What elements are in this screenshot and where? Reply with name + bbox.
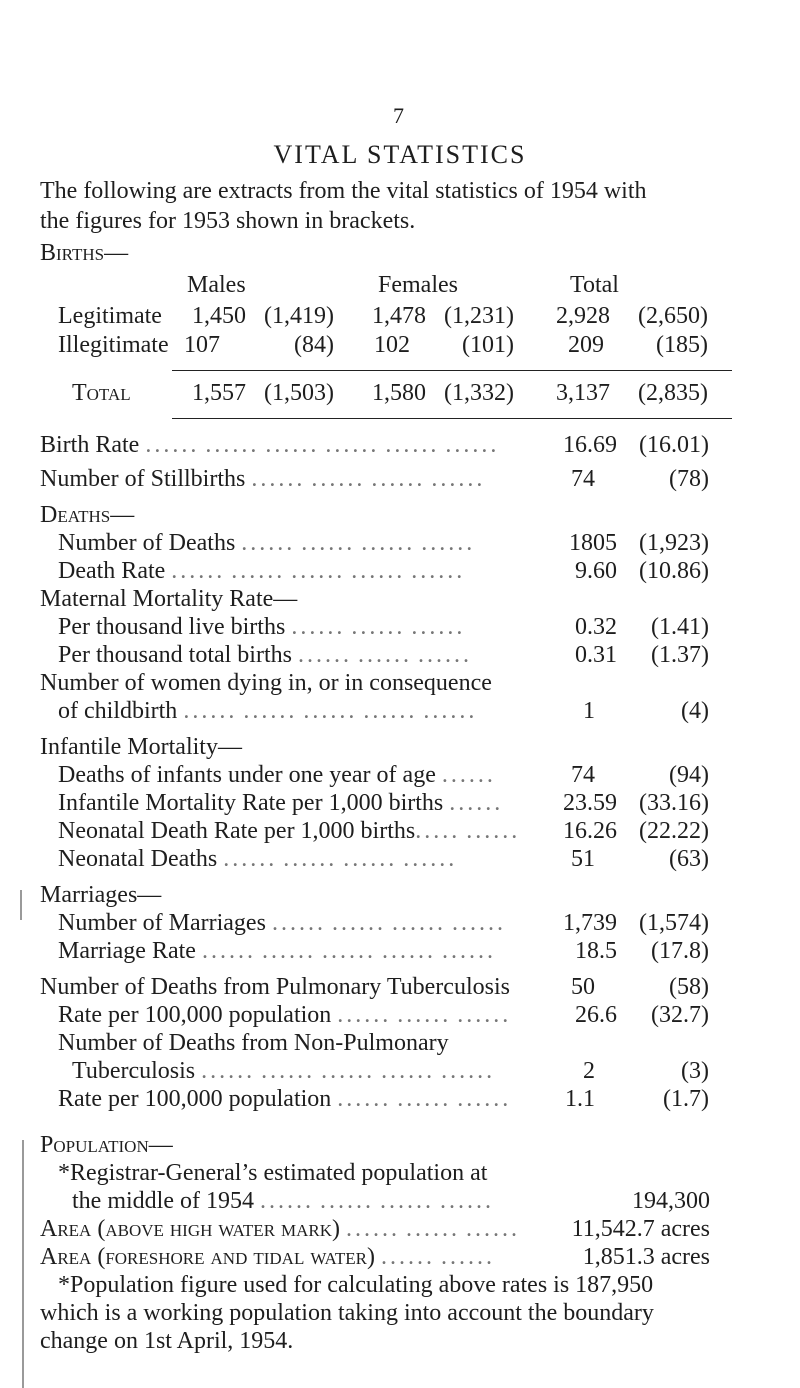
page-title: VITAL STATISTICS [273,140,527,169]
list-item: Rate per 100,000 population ...... ...... ...... [58,1086,512,1112]
section-heading: Deaths— [40,502,135,528]
stat-prev: (32.7) [651,1002,709,1028]
list-item: Birth Rate ...... ...... ...... ...... ...... ...... [40,432,500,458]
stat-value: 1 [583,698,595,724]
list-item: Neonatal Death Rate per 1,000 births..... ...... [58,818,521,844]
list-item-label: Number of Deaths from Pulmonary Tuberculosis [40,974,510,1000]
margin-mark [20,890,22,920]
total-value: 209 [568,332,604,358]
list-item-label: Number of women dying in, or in consequence [40,670,492,696]
list-item: Per thousand live births ...... ...... ...... [58,614,466,640]
females-value: 1,580 [372,380,426,406]
stat-value: 0.31 [575,642,617,668]
females-prev: (1,332) [444,380,514,406]
stat-prev: (4) [681,698,709,724]
footnote-line-3: change on 1st April, 1954. [40,1328,294,1354]
stat-prev: (3) [681,1058,709,1084]
males-prev: (1,503) [264,380,334,406]
stat-prev: (1.37) [651,642,709,668]
stat-value: 74 [571,762,595,788]
footnote-line-1: *Population figure used for calculating above rates is 187,950 [58,1272,654,1298]
list-item: of childbirth ...... ...... ...... ...... ...... [58,698,478,724]
stat-value: 9.60 [575,558,617,584]
list-item: Tuberculosis ...... ...... ...... ...... ...... [72,1058,496,1084]
stat-prev: (1.7) [663,1086,709,1112]
total-prev: (185) [656,332,708,358]
total-prev: (2,835) [638,380,708,406]
stat-value: 18.5 [575,938,617,964]
stat-prev: (58) [669,974,709,1000]
stat-prev: (10.86) [639,558,709,584]
col-header-females: Females [378,272,458,298]
stat-value: 23.59 [563,790,617,816]
page-number: 7 [393,103,404,128]
list-item-label: Number of Deaths from Non-Pulmonary [58,1030,449,1056]
births-heading: Births— [40,240,129,266]
col-header-males: Males [187,272,246,298]
list-item: Infantile Mortality Rate per 1,000 births ...... [58,790,504,816]
area-row: Area (above high water mark) ...... ...... ...... [40,1216,521,1242]
stat-prev: (16.01) [639,432,709,458]
stat-value: 51 [571,846,595,872]
stat-value: 16.26 [563,818,617,844]
section-heading: Marriages— [40,882,162,908]
total-rule-bottom [172,418,732,419]
females-prev: (1,231) [444,303,514,329]
list-item: Marriage Rate ...... ...... ...... ...... ...... [58,938,496,964]
list-item: Number of Marriages ...... ...... ...... ...... [58,910,506,936]
stat-value: 74 [571,466,595,492]
intro-line-2: the figures for 1953 shown in brackets. [40,208,416,234]
females-prev: (101) [462,332,514,358]
stat-prev: (17.8) [651,938,709,964]
list-item: Number of Deaths ...... ...... ...... ...... [58,530,476,556]
population-estimate-label-1: *Registrar-General’s estimated population at [58,1160,488,1186]
stat-prev: (1,923) [639,530,709,556]
males-value: 107 [184,332,220,358]
list-item: Death Rate ...... ...... ...... ...... ...... [58,558,466,584]
stat-prev: (1.41) [651,614,709,640]
row-label: Legitimate [58,303,162,329]
population-estimate-value: 194,300 [632,1188,710,1214]
males-prev: (84) [294,332,334,358]
stat-value: 50 [571,974,595,1000]
list-item: Rate per 100,000 population ...... ...... ...... [58,1002,512,1028]
stat-prev: (22.22) [639,818,709,844]
row-label: Illegitimate [58,332,169,358]
section-heading: Infantile Mortality— [40,734,242,760]
list-item: Neonatal Deaths ...... ...... ...... ...... [58,846,458,872]
females-value: 102 [374,332,410,358]
total-value: 3,137 [556,380,610,406]
females-value: 1,478 [372,303,426,329]
stat-prev: (1,574) [639,910,709,936]
total-rule-top [172,370,732,371]
males-prev: (1,419) [264,303,334,329]
col-header-total: Total [570,272,619,298]
total-prev: (2,650) [638,303,708,329]
stat-value: 0.32 [575,614,617,640]
stat-prev: (63) [669,846,709,872]
population-estimate-row: the middle of 1954 ...... ...... ...... ...... [72,1188,494,1214]
list-item: Deaths of infants under one year of age ...... [58,762,496,788]
stat-value: 16.69 [563,432,617,458]
section-heading: Maternal Mortality Rate— [40,586,298,612]
stat-prev: (94) [669,762,709,788]
males-value: 1,450 [192,303,246,329]
margin-mark [22,1140,24,1388]
population-heading: Population— [40,1132,173,1158]
area-value: 11,542.7 acres [571,1216,710,1242]
list-item: Number of Stillbirths ...... ...... ...... ...... [40,466,486,492]
stat-value: 1805 [569,530,617,556]
stat-value: 26.6 [575,1002,617,1028]
area-value: 1,851.3 acres [582,1244,710,1270]
row-label: Total [72,380,131,406]
stat-value: 2 [583,1058,595,1084]
area-row: Area (foreshore and tidal water) ...... ...... [40,1244,495,1270]
males-value: 1,557 [192,380,246,406]
footnote-line-2: which is a working population taking into account the boundary [40,1300,654,1326]
stat-prev: (78) [669,466,709,492]
stat-value: 1,739 [563,910,617,936]
total-value: 2,928 [556,303,610,329]
stat-value: 1.1 [565,1086,595,1112]
stat-prev: (33.16) [639,790,709,816]
intro-line-1: The following are extracts from the vital statistics of 1954 with [40,178,647,204]
list-item: Per thousand total births ...... ...... ...... [58,642,472,668]
